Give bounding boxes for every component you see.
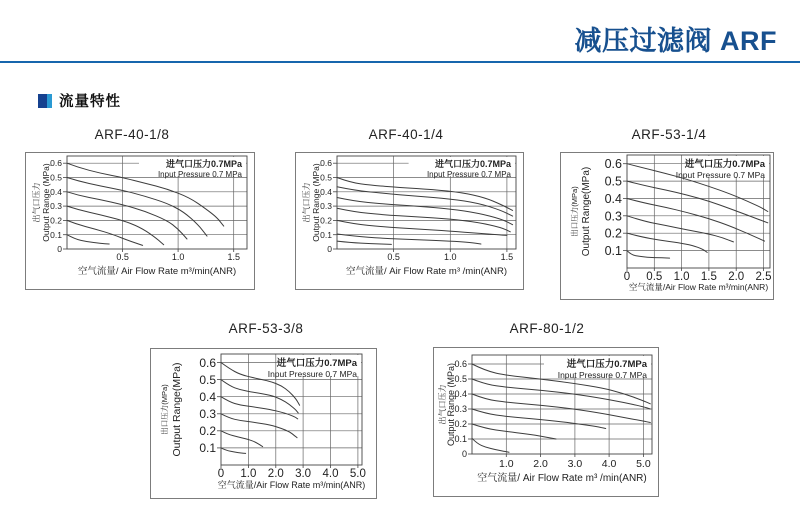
y-tick-label: 0.1 [604, 244, 622, 259]
chart-arf-40-1-4 [295, 152, 524, 290]
x-tick-label: 1.0 [171, 252, 185, 262]
y-tick-label: 0.4 [199, 390, 216, 404]
flow-curve-0.1 [627, 251, 670, 259]
annotation-input-pressure-en: Input Pressure 0.7 MPa [157, 170, 242, 179]
annotation-input-pressure-cn: 进气口压力0.7MPa [566, 359, 647, 370]
y-tick-label: 0.5 [320, 172, 332, 183]
flow-chart-svg [296, 153, 523, 289]
x-tick-label: 1.0 [673, 271, 690, 283]
y-tick-label: 0.3 [199, 407, 216, 422]
y-tick-label: 0.4 [604, 192, 622, 206]
y-tick-label: 0.6 [454, 359, 467, 370]
y-tick-label: 0.2 [50, 215, 62, 226]
flow-curve-0.44 [337, 187, 513, 216]
chart-title-arf-40-1-4: ARF-40-1/4 [368, 127, 444, 142]
y-axis-label-cn: 出气口压力 [302, 182, 311, 223]
x-tick-label: 5.0 [349, 468, 366, 480]
x-tick-label: 2.5 [755, 271, 772, 283]
x-axis-label: 空气流量/Air Flow Rate m³/min(ANR) [628, 282, 769, 292]
annotation-input-pressure-cn: 进气口压力0.7MPa [276, 358, 357, 369]
flow-chart-svg [561, 153, 773, 299]
flow-curve-0.2 [221, 431, 263, 447]
flow-curve-0.3 [627, 216, 733, 242]
y-axis-label-en: Output Range (MPa) [41, 163, 51, 242]
y-tick-label: 0.4 [320, 186, 332, 197]
annotation-input-pressure-en: Input Pressure 0.7 MPa [267, 369, 357, 379]
y-tick-label: 0.4 [454, 389, 467, 400]
x-tick-label: 2.0 [533, 458, 548, 470]
x-tick-label: 2.0 [267, 468, 284, 480]
y-tick-label: 0.3 [604, 209, 622, 224]
flow-curve-0.1 [221, 448, 246, 454]
y-tick-label: 0.1 [50, 229, 62, 240]
y-tick-label: 0.2 [199, 424, 216, 439]
annotation-input-pressure-en: Input Pressure 0.7 MPa [557, 370, 647, 380]
x-tick-label: 0.5 [646, 271, 663, 283]
chart-title-arf-53-1-4: ARF-53-1/4 [631, 127, 707, 142]
y-axis-label-cn: 出口压力(MPa) [570, 186, 579, 237]
y-tick-label: 0 [461, 449, 467, 460]
x-tick-label: 5.0 [636, 458, 651, 470]
x-tick-label: 0 [217, 468, 225, 480]
y-axis-label-cn: 出气口压力 [438, 384, 447, 425]
y-tick-label: 0.2 [454, 419, 467, 430]
flow-chart-svg [151, 349, 376, 498]
chart-arf-53-1-4 [560, 152, 774, 300]
x-tick-label: 0.5 [116, 252, 129, 262]
annotation-input-pressure-en: Input Pressure 0.7 MPa [675, 170, 765, 180]
y-axis-label-cn: 出气口压力 [32, 182, 41, 223]
section-bullet-icon [38, 94, 52, 108]
flow-curve-0.5 [627, 181, 768, 223]
x-axis-label: 空气流量/ Air Flow Rate m³ /min(ANR) [477, 473, 647, 484]
y-tick-label: 0.6 [199, 355, 216, 370]
y-tick-label: 0.1 [199, 441, 216, 456]
chart-title-arf-40-1-8: ARF-40-1/8 [94, 127, 170, 142]
flow-curve-0.4 [472, 394, 650, 423]
y-tick-label: 0.2 [604, 226, 622, 241]
chart-title-arf-53-3-8: ARF-53-3/8 [228, 321, 304, 336]
page-title: 减压过滤阀 ARF [574, 26, 777, 56]
annotation-input-pressure-cn: 进气口压力0.7MPa [434, 159, 511, 169]
flow-curve-0.1 [472, 438, 509, 452]
x-axis-label: 空气流量/Air Flow Rate m³/min(ANR) [217, 480, 366, 490]
flow-curve-0.4 [627, 199, 765, 242]
y-axis-label-en: Output Range(MPa) [581, 166, 592, 257]
x-tick-label: 3.0 [295, 468, 312, 480]
annotation-input-pressure-en: Input Pressure 0.7 MPa [426, 170, 511, 179]
x-tick-label: 4.0 [322, 468, 339, 480]
y-tick-label: 0 [57, 244, 62, 255]
y-tick-label: 0.1 [320, 229, 332, 240]
x-axis-label: 空气流量/ Air Flow Rate m³/min(ANR) [77, 266, 237, 277]
x-tick-label: 1.0 [498, 458, 514, 470]
y-tick-label: 0.3 [320, 201, 332, 212]
flow-curve-0.2 [627, 233, 707, 252]
header-rule [0, 61, 800, 63]
x-tick-label: 3.0 [567, 458, 583, 470]
flow-chart-svg [26, 153, 254, 289]
y-tick-label: 0.2 [320, 215, 332, 226]
y-tick-label: 0.5 [199, 372, 216, 387]
y-tick-label: 0.3 [50, 201, 62, 212]
y-tick-label: 0.6 [50, 158, 62, 169]
x-tick-label: 1.0 [240, 468, 257, 480]
chart-arf-40-1-8 [25, 152, 255, 290]
flow-curve-0.1 [67, 235, 109, 244]
chart-title-arf-80-1-2: ARF-80-1/2 [509, 321, 585, 336]
flow-curve-0.3 [472, 409, 606, 429]
flow-curve-0.05 [337, 241, 391, 244]
y-axis-label-en: Output Range (MPa) [446, 362, 456, 447]
y-tick-label: 0.1 [454, 434, 467, 445]
x-axis-label: 空气流量/ Air Flow Rate m³ /min(ANR) [346, 266, 507, 277]
chart-arf-80-1-2 [433, 347, 659, 497]
y-tick-label: 0.3 [454, 404, 467, 415]
flow-curve-0.4 [67, 192, 187, 239]
y-tick-label: 0.4 [50, 186, 62, 197]
x-tick-label: 0 [623, 271, 631, 283]
annotation-input-pressure-cn: 进气口压力0.7MPa [684, 159, 765, 170]
flow-curve-0.2 [472, 424, 556, 439]
flow-chart-svg [434, 348, 658, 496]
y-axis-label-en: Output Range(MPa) [171, 362, 183, 457]
y-tick-label: 0 [327, 244, 332, 255]
y-tick-label: 0.5 [50, 172, 62, 183]
x-tick-label: 1.5 [500, 252, 514, 262]
y-tick-label: 0.6 [604, 157, 622, 172]
flow-curve-0.4 [221, 397, 298, 419]
x-tick-label: 1.5 [227, 252, 240, 262]
x-tick-label: 1.5 [700, 271, 717, 283]
annotation-input-pressure-cn: 进气口压力0.7MPa [165, 159, 242, 169]
y-tick-label: 0.5 [604, 174, 622, 189]
section-title: 流量特性 [59, 94, 121, 110]
flow-curve-0.29 [337, 208, 510, 232]
x-tick-label: 2.0 [728, 271, 745, 283]
y-tick-label: 0.5 [454, 374, 467, 385]
x-tick-label: 4.0 [601, 458, 617, 470]
section-header [38, 90, 121, 111]
x-tick-label: 0.5 [387, 252, 400, 262]
x-tick-label: 1.0 [444, 252, 457, 262]
y-axis-label-cn: 出口压力(MPa) [160, 384, 169, 435]
y-tick-label: 0.6 [320, 158, 332, 169]
flow-curve-0.3 [221, 414, 297, 438]
y-axis-label-en: Output Range (MPa) [311, 163, 321, 242]
flow-curve-0.2 [337, 220, 507, 235]
chart-arf-53-3-8 [150, 348, 377, 499]
